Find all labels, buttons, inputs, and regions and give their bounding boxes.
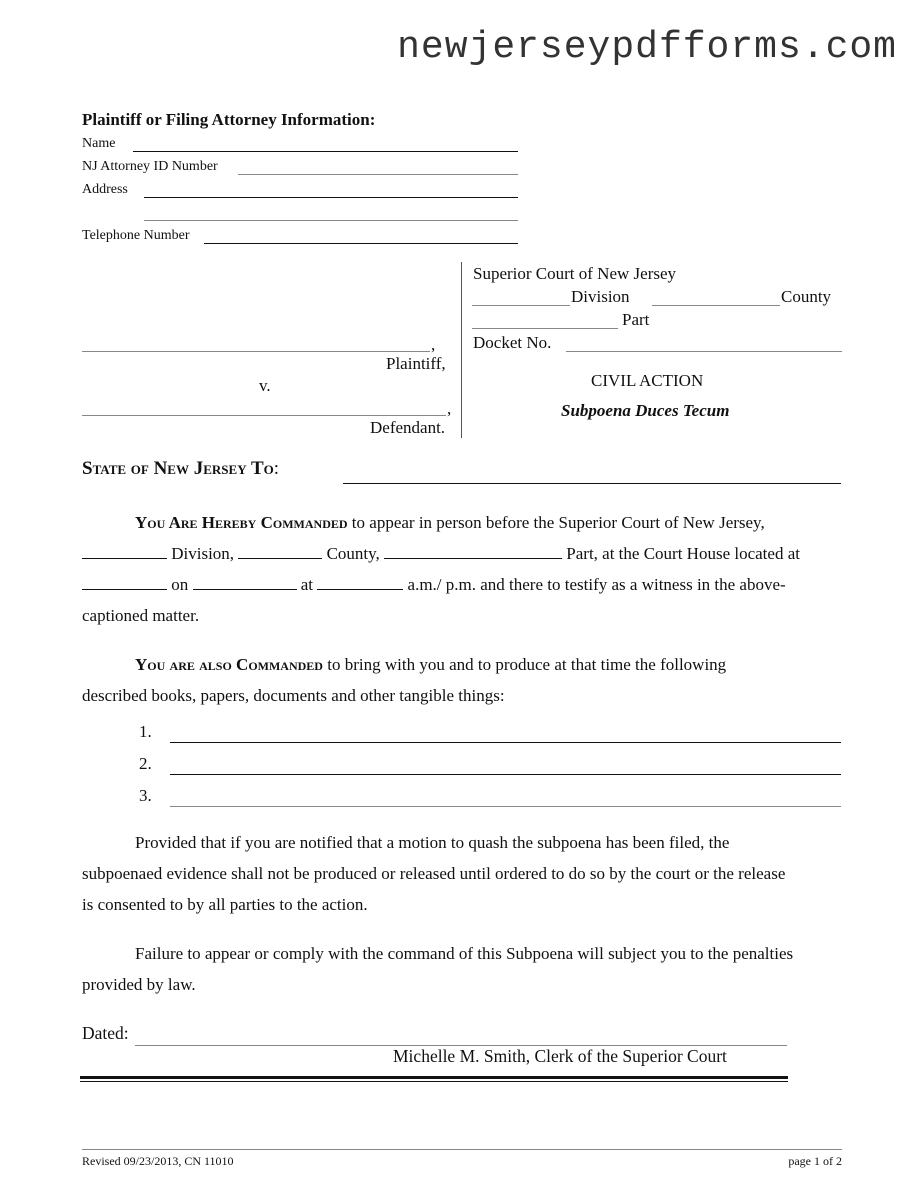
page-number: page 1 of 2 [788, 1154, 842, 1168]
date-field[interactable] [193, 575, 297, 590]
address-field-1[interactable] [144, 197, 518, 198]
command2-lead: You are also Commanded [135, 655, 323, 674]
caption-divider [461, 262, 462, 438]
form-title: Subpoena Duces Tecum [561, 401, 730, 420]
courthouse-location-field[interactable] [82, 575, 167, 590]
command-lead: You Are Hereby Commanded [135, 513, 348, 532]
dated-label: Dated: [82, 1023, 129, 1043]
versus-label: v. [259, 376, 271, 395]
state-to-colon: : [273, 458, 280, 479]
item-number-1: 1. [139, 722, 152, 741]
defendant-label: Defendant. [370, 418, 446, 437]
command-line-1 [135, 507, 765, 538]
command-end: captioned matter. [82, 606, 200, 625]
command2-line-1 [135, 649, 726, 680]
division-field[interactable] [472, 305, 570, 306]
state-to-label [82, 458, 279, 480]
address-field-2[interactable] [144, 220, 518, 221]
court-title: Superior Court of New Jersey [473, 264, 677, 283]
command-part-field[interactable] [384, 544, 562, 559]
division-label: Division [571, 287, 630, 306]
item-number-2: 2. [139, 754, 152, 773]
failure-line-1: Failure to appear or comply with the command of this Subpoena will subject you to the penalties [135, 944, 794, 963]
failure-line-2: provided by law. [82, 975, 196, 994]
command-line-2 [82, 538, 800, 569]
item-number-3: 3. [139, 786, 152, 805]
telephone-label: Telephone Number [82, 228, 190, 243]
defendant-comma: , [447, 399, 452, 418]
command-division-field[interactable] [82, 544, 167, 559]
on-label: on [171, 575, 189, 594]
command-text-1: to appear in person before the Superior Court of New Jersey, [347, 513, 765, 532]
part-label: Part [622, 310, 650, 329]
county-field[interactable] [652, 305, 780, 306]
signature-rule [80, 1076, 788, 1082]
civil-action-label: CIVIL ACTION [591, 371, 704, 390]
command2-line-2: described books, papers, documents and other tangible things: [82, 686, 505, 705]
recipient-field[interactable] [343, 483, 841, 484]
clerk-name: Michelle M. Smith, Clerk of the Superior Court [393, 1046, 727, 1066]
county-label: County [781, 287, 832, 306]
name-field[interactable] [133, 151, 518, 152]
command-part-label: Part, at the Court House located at [566, 544, 800, 563]
item-field-1[interactable] [170, 742, 841, 743]
ampm-text: a.m./ p.m. and there to testify as a witness in the above- [407, 575, 786, 594]
part-field[interactable] [472, 328, 618, 329]
telephone-field[interactable] [204, 243, 518, 244]
command-county-field[interactable] [238, 544, 322, 559]
command-line-3 [82, 569, 786, 600]
command-division-label: Division, [171, 544, 235, 563]
at-label: at [300, 575, 314, 594]
footer-rule [82, 1149, 842, 1150]
docket-field[interactable] [566, 351, 842, 352]
command-county-label: County, [326, 544, 380, 563]
address-label: Address [82, 182, 128, 197]
quash-line-1: Provided that if you are notified that a motion to quash the subpoena has been filed, the [135, 833, 730, 852]
plaintiff-label: Plaintiff, [386, 354, 446, 373]
revision-note: Revised 09/23/2013, CN 11010 [82, 1154, 234, 1168]
name-label: Name [82, 136, 116, 151]
item-field-2[interactable] [170, 774, 841, 775]
quash-line-3: is consented to by all parties to the action. [82, 895, 368, 914]
docket-label: Docket No. [473, 333, 552, 352]
attorney-id-label: NJ Attorney ID Number [82, 159, 218, 174]
site-watermark: newjerseypdfforms.com [397, 26, 897, 69]
item-field-3[interactable] [170, 806, 841, 807]
plaintiff-name-field[interactable] [82, 351, 430, 352]
state-to-text: State of New Jersey To [82, 458, 274, 479]
time-field[interactable] [317, 575, 403, 590]
plaintiff-comma: , [431, 335, 436, 354]
attorney-id-field[interactable] [238, 174, 518, 175]
command2-text-1: to bring with you and to produce at that time the following [322, 655, 727, 674]
attorney-info-heading: Plaintiff or Filing Attorney Information: [82, 110, 376, 129]
quash-line-2: subpoenaed evidence shall not be produced or released until ordered to do so by the court or the release [82, 864, 786, 883]
defendant-name-field[interactable] [82, 415, 446, 416]
